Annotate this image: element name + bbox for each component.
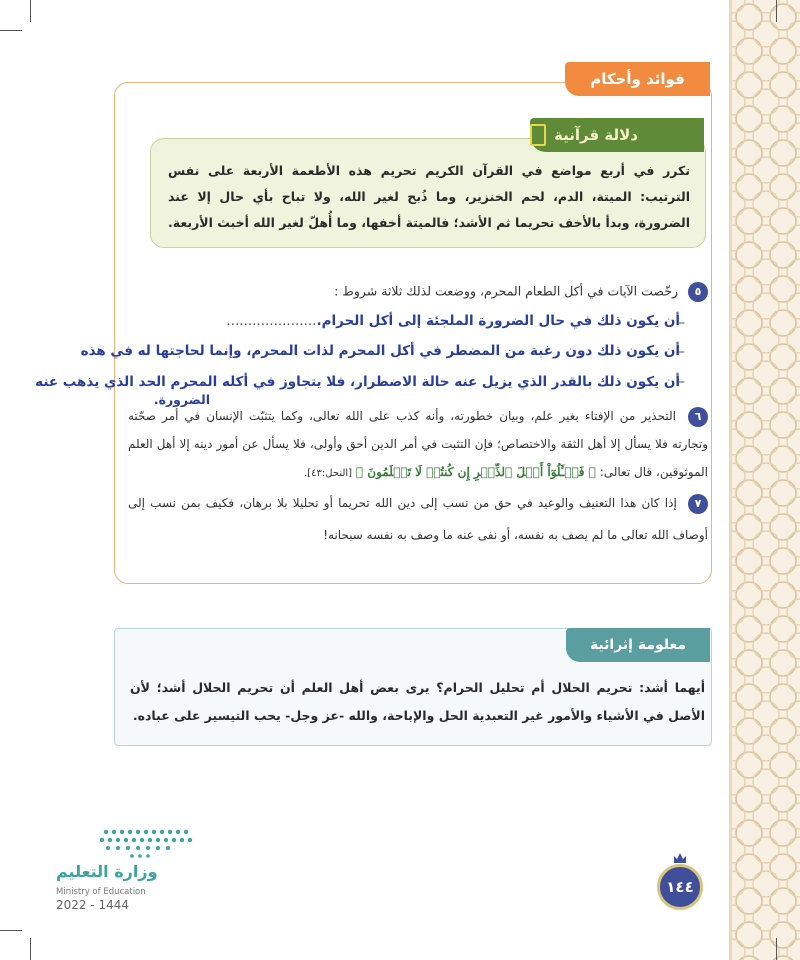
condition-dash: – [678, 374, 685, 390]
crop-mark [30, 938, 31, 960]
condition-3-continued: الضرورة. [153, 392, 210, 407]
condition-dash: – [678, 344, 685, 360]
crop-mark [776, 0, 777, 22]
item-6 [128, 402, 708, 488]
crown-icon [672, 852, 688, 864]
crop-mark [776, 938, 777, 960]
quran-indication-title: دلالة قرآنية [554, 126, 638, 144]
item-5 [200, 282, 708, 302]
crop-mark [0, 30, 22, 31]
crop-mark [0, 930, 22, 931]
ministry-name-ar: وزارة التعليم [56, 862, 158, 881]
item-number: ٧ [688, 494, 708, 514]
edition-year: 2022 - 1444 [56, 898, 130, 912]
quran-indication-text: تكرر في أربع مواضع في القرآن الكريم تحريم هذه الأطعمة الأربعة على نفس الترتيب: الميتة، الدم، لحم الخنزير، وما ذُبح لغير الله، ولا تباح بأي حال إلا عند الضرورة، وبدأ بالأخف تحريما ثم الأشد؛ فالميتة أخفها، وما أُهلّ لغير الله أخبث الأربعة. [168, 163, 690, 230]
quran-indication-tab [530, 118, 704, 152]
condition-1: أن يكون ذلك في حال الضرورة الملجئة إلى أكل الحرام...................... [226, 313, 680, 329]
item-6-text: التحذير من الإفتاء بغير علم، وبيان خطورته، وأنه كذب على الله تعالى، وكما يتثبّت الإنسان في أمر صحّته وتجارته فلا يسأل إلا أهل الثقة والاختصاص؛ فإن التثبت في أمر الدين أحق وأولى، فلا يسأل عن أمور دينه إلا أهل العلم الموثوقين، قال تعالى: [128, 409, 708, 479]
enrichment-text: أيهما أشد: تحريم الحلال أم تحليل الحرام؟ يرى بعض أهل العلم أن تحريم الحلال أشد؛ لأن الأصل في الأشياء والأمور غير التعبدية الحل والإباحة، والله -عز وجل- يحب التيسير على عباده. [130, 680, 705, 723]
condition-3: أن يكون ذلك بالقدر الذي يزيل عنه حالة الاضطرار، فلا يتجاوز في أكله المحرم الحد الذي يذهب عنه [35, 374, 680, 390]
condition-2: أن يكون ذلك دون رغبة من المضطر في أكل المحرم لذات المحرم، وإنما لحاجتها له في هذه [80, 343, 680, 359]
section-tab: فوائد وأحكام [565, 62, 710, 96]
verse-reference: [النحل:٤٣]. [304, 468, 353, 479]
ministry-name-en: Ministry of Education [56, 887, 146, 897]
page-number: ١٤٤ [657, 864, 703, 910]
enrichment-title: معلومة إثرائية [566, 628, 710, 662]
item-7-text: إذا كان هذا التعنيف والوعيد في حق من نسب إلى دين الله تحريما أو تحليلا بلا برهان، فكيف بمن نسب إلى أوصاف الله تعالى ما لم يصف به نفسه، أو نفى عنه ما وصف به نفسه سبحانه! [128, 496, 708, 542]
condition-dash: – [678, 315, 685, 331]
document-icon [530, 124, 546, 146]
ornamental-border [729, 0, 800, 960]
ministry-logo-icon [98, 826, 194, 860]
item-number: ٥ [688, 282, 708, 302]
fill-dots: ..................... [226, 313, 317, 329]
item-number: ٦ [688, 407, 708, 427]
item-7 [128, 487, 708, 551]
item-5-text: رخّصت الآيات في أكل الطعام المحرم، ووضعت لذلك ثلاثة شروط : [334, 283, 679, 299]
crop-mark [30, 0, 31, 22]
quran-verse: ﴿ فَسۡـَٔلُوٓاْ أَهۡلَ ٱلذِّكۡرِ إِن كُنتُمۡ لَا تَعۡلَمُونَ ﴾ [355, 465, 596, 479]
